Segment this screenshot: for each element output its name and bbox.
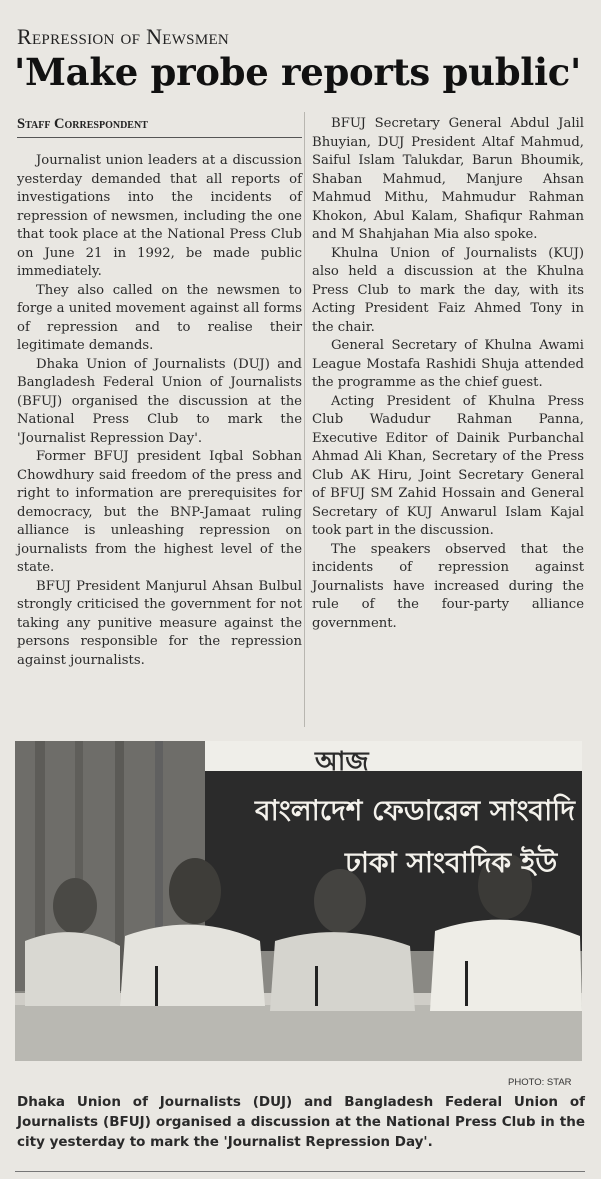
photo-credit: PHOTO: STAR [508, 1077, 572, 1088]
right-column [312, 115, 584, 633]
banner-line-1: বাংলাদেশ ফেডারেল সাংবাদি [255, 794, 575, 827]
banner-line-2: ঢাকা সাংবাদিক ইউ [345, 846, 558, 879]
bottom-rule [15, 1171, 585, 1172]
paragraph: Khulna Union of Journalists (KUJ) also held a discussion at the Khulna Press Club to mark the day, with its Acting President Faiz Ahmed Tony in the chair. [312, 245, 584, 335]
news-photo [15, 741, 582, 1061]
headline: 'Make probe reports public' [14, 50, 582, 94]
paragraph: BFUJ President Manjurul Ahsan Bulbul strongly criticised the government for not taking any punitive measure against the persons responsible for the repression against journalists. [17, 578, 302, 668]
paragraph: They also called on the newsmen to forge a united movement against all forms of repression and to realise their legitimate demands. [17, 282, 302, 353]
paragraph: BFUJ Secretary General Abdul Jalil Bhuyian, DUJ President Altaf Mahmud, Saiful Islam Talukdar, Barun Bhoumik, Shaban Mahmud, Manjure Ahsan Mahmud Mithu, Mahmudur Rahman Khokon, Abul Kalam, Shafiqur Rahman and M Shahjahan Mia also spoke. [312, 116, 584, 242]
paragraph: Journalist union leaders at a discussion yesterday demanded that all reports of investigations into the incidents of repression of newsmen, including the one that took place at the National Press Club on June 21 in 1992, be made public immediately. [17, 153, 302, 279]
paragraph: Former BFUJ president Iqbal Sobhan Chowdhury said freedom of the press and right to information are prerequisites for democracy, but the BNP-Jamaat ruling alliance is unleashing repression on journalists from the highest level of the state. [17, 449, 302, 575]
section-kicker: Repression of Newsmen [17, 24, 230, 49]
banner-top-text: আজ [315, 747, 369, 777]
column-divider [304, 112, 305, 727]
photo-caption: Dhaka Union of Journalists (DUJ) and Bangladesh Federal Union of Journalists (BFUJ) organised a discussion at the National Press Club in the city yesterday to mark the 'Journalist Repression Day'. [17, 1094, 585, 1150]
paragraph: General Secretary of Khulna Awami League Mostafa Rashidi Shuja attended the programme as the chief guest. [312, 338, 584, 390]
paragraph: The speakers observed that the incidents of repression against Journalists have increased during the rule of the four-party alliance government. [312, 541, 584, 631]
byline: Staff Correspondent [17, 116, 302, 138]
paragraph: Acting President of Khulna Press Club Wadudur Rahman Panna, Executive Editor of Dainik Purbanchal Ahmad Ali Khan, Secretary of the Press Club AK Hiru, Joint Secretary General of BFUJ SM Zahid Hossain and General Secretary of KUJ Anwarul Islam Kajal took part in the discussion. [312, 393, 584, 538]
paragraph: Dhaka Union of Journalists (DUJ) and Bangladesh Federal Union of Journalists (BFUJ) organised the discussion at the National Press Club to mark the 'Journalist Repression Day'. [17, 356, 302, 446]
left-column [17, 152, 302, 670]
